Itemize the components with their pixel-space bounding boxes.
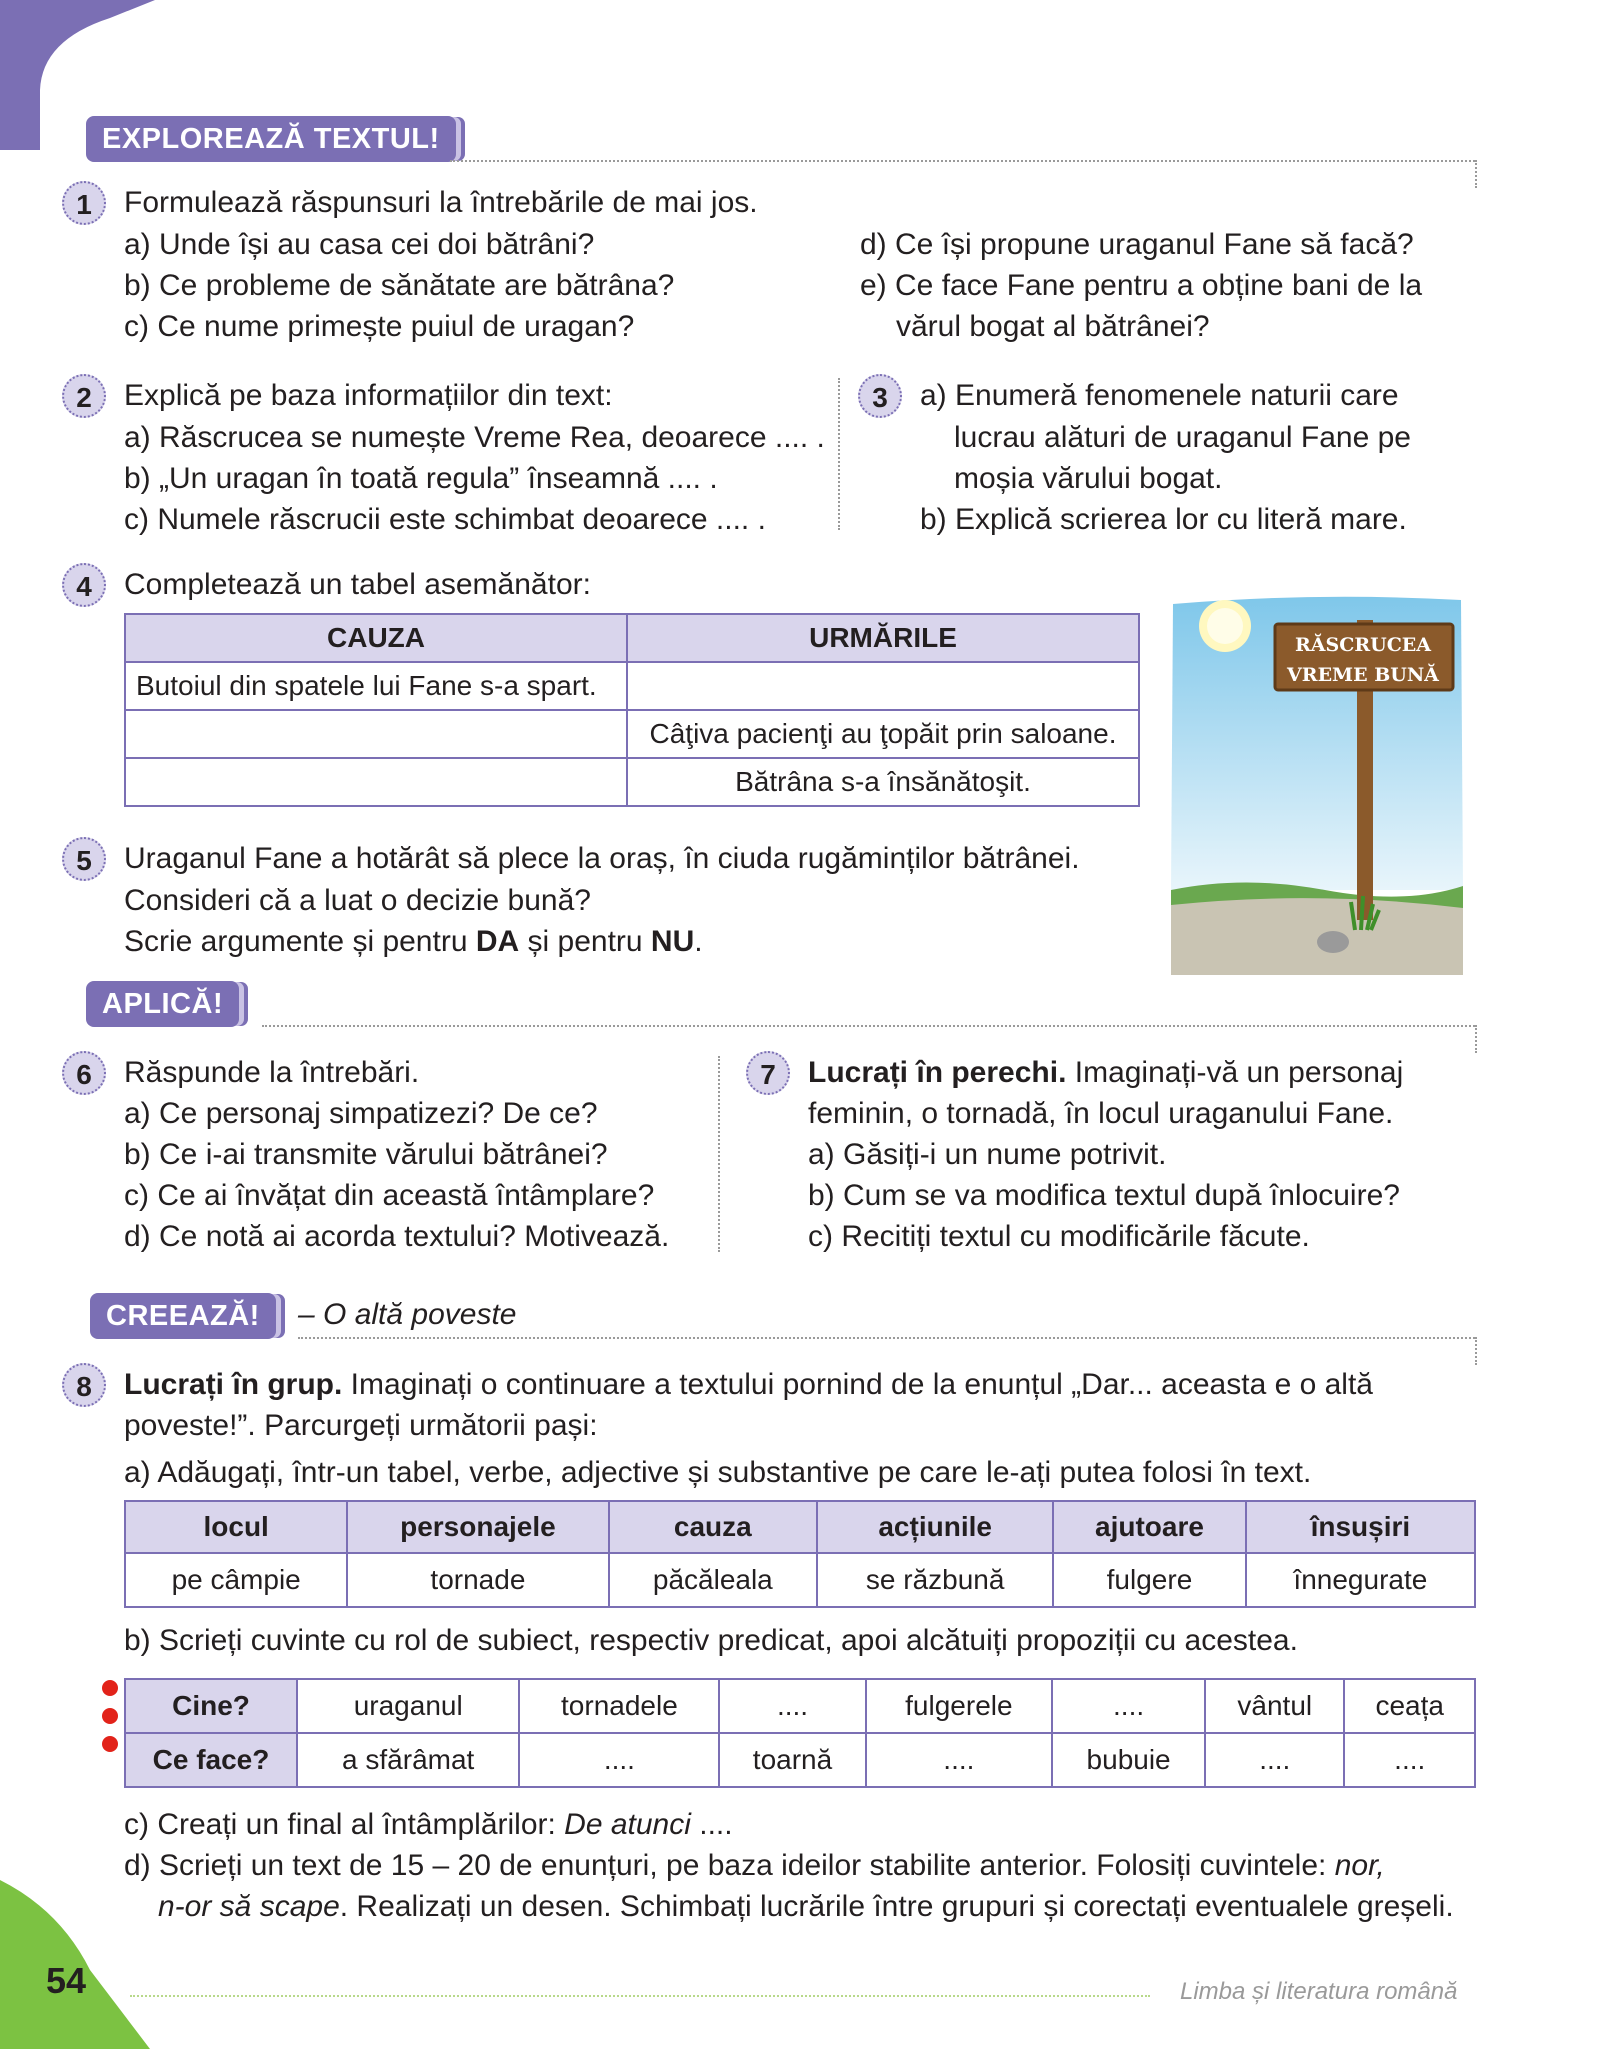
ex5-line1: Uraganul Fane a hotărât să plece la oraș, în ciuda rugăminților bătrânei. (124, 842, 1080, 875)
table-header: Ce face? (125, 1733, 297, 1787)
ex8-d-text2: . Realizați un desen. Schimbați lucrările între grupuri și corectați eventualele greșeli. (339, 1890, 1454, 1923)
ex1-a: a) Unde își au casa cei doi bătrâni? (124, 228, 595, 261)
table-cell: păcăleala (609, 1553, 818, 1607)
footer-divider (130, 1995, 1150, 1997)
section-divider (450, 160, 1475, 162)
ex3-a-line3: moșia vărului bogat. (954, 462, 1223, 495)
exercise-number-5: 5 (62, 837, 106, 881)
section-badge-explore: EXPLOREAZĂ TEXTUL! (86, 116, 456, 162)
table-cell: .... (866, 1733, 1053, 1787)
table-cell: .... (1344, 1733, 1475, 1787)
ex8-d-italic2: n-or să scape (158, 1890, 340, 1923)
table-header: însușiri (1246, 1501, 1475, 1553)
ex2-prompt: Explică pe baza informațiilor din text: (124, 379, 613, 412)
ex5-line3-mid: și pentru (519, 925, 651, 958)
section-divider (298, 1337, 1475, 1339)
table-header: ajutoare (1053, 1501, 1246, 1553)
ex8-line2: poveste!”. Parcurgeți următorii pași: (124, 1409, 598, 1442)
section-divider (262, 1025, 1475, 1027)
table-cell: fulgerele (866, 1679, 1053, 1733)
table-cell: bubuie (1052, 1733, 1205, 1787)
column-divider (718, 1056, 720, 1252)
column-divider (838, 378, 840, 530)
table-cell (125, 710, 627, 758)
ex8-c-end: .... (690, 1808, 733, 1841)
page-number: 54 (46, 1960, 87, 2001)
section-subtitle: – O altă poveste (298, 1298, 517, 1331)
ex8-a: a) Adăugați, într-un tabel, verbe, adjective și substantive pe care le-ați putea folosi în text. (124, 1456, 1312, 1489)
table-cell: se răzbună (817, 1553, 1053, 1607)
ex8-d-text: d) Scrieți un text de 15 – 20 de enunțuri, pe baza ideilor stabilite anterior. Folosiți cuvintele: (124, 1849, 1335, 1882)
table-cell: fulgere (1053, 1553, 1246, 1607)
ex7-b: b) Cum se va modifica textul după înlocuire? (808, 1179, 1400, 1212)
ex5-yes: DA (475, 925, 520, 958)
section-badge-apply: APLICĂ! (86, 981, 239, 1027)
ex1-b: b) Ce probleme de sănătate are bătrâna? (124, 269, 675, 302)
ex7-line1-text: Imaginați-vă un personaj (1066, 1056, 1404, 1089)
ex8-d-italic: nor, (1334, 1849, 1385, 1882)
table-header: acțiunile (817, 1501, 1053, 1553)
footer-subject: Limba și literatura română (1180, 1978, 1458, 2005)
ex6-prompt: Răspunde la întrebări. (124, 1056, 420, 1089)
table-header: cauza (609, 1501, 818, 1553)
table-cell: vântul (1205, 1679, 1344, 1733)
red-dots-marker (98, 1678, 122, 1754)
ex5-line2: Consideri că a luat o decizie bună? (124, 884, 591, 917)
ex6-d: d) Ce notă ai acorda textului? Motivează. (124, 1220, 670, 1253)
table-cell (125, 758, 627, 806)
table-cell: Câţiva pacienţi au ţopăit prin saloane. (627, 710, 1139, 758)
ex5-line3-end: . (694, 925, 703, 958)
ex3-a-line1: a) Enumeră fenomenele naturii care (920, 379, 1399, 412)
table-cell: toarnă (719, 1733, 865, 1787)
ex5-line3 (124, 921, 703, 963)
exercise-number-7: 7 (746, 1051, 790, 1095)
table-header: personajele (347, 1501, 608, 1553)
ex8-line1 (124, 1364, 1373, 1406)
exercise-number-2: 2 (62, 374, 106, 418)
table-cell: tornadele (519, 1679, 719, 1733)
table-header: CAUZA (125, 614, 627, 662)
section-divider-end (1475, 1337, 1477, 1365)
subject-predicate-table (124, 1678, 1476, 1788)
table-cell: uraganul (297, 1679, 519, 1733)
ex6-a: a) Ce personaj simpatizezi? De ce? (124, 1097, 598, 1130)
table-header: Cine? (125, 1679, 297, 1733)
ex7-line2: feminin, o tornadă, în locul uraganului Fane. (808, 1097, 1394, 1130)
ex8-b: b) Scrieți cuvinte cu rol de subiect, respectiv predicat, apoi alcătuiți propoziții cu acestea. (124, 1624, 1298, 1657)
signpost-label (1278, 630, 1448, 690)
ex8-bold: Lucrați în grup. (124, 1368, 343, 1401)
ex1-e-line2: vărul bogat al bătrânei? (896, 310, 1210, 343)
ex7-line1 (808, 1052, 1403, 1094)
table-cell: .... (519, 1733, 719, 1787)
section-badge-create: CREEAZĂ! (90, 1293, 276, 1339)
ex6-c: c) Ce ai învățat din această întâmplare? (124, 1179, 655, 1212)
exercise-number-4: 4 (62, 563, 106, 607)
ex4-prompt: Completează un tabel asemănător: (124, 568, 591, 601)
section-divider-end (1475, 1025, 1477, 1053)
ex8-d-line2 (158, 1886, 1454, 1928)
table-cell: Bătrâna s-a însănătoşit. (627, 758, 1139, 806)
ex2-a: a) Răscrucea se numește Vreme Rea, deoarece .... . (124, 421, 825, 454)
table-cell: .... (719, 1679, 865, 1733)
ex5-no: NU (650, 925, 695, 958)
ex7-a: a) Găsiți-i un nume potrivit. (808, 1138, 1167, 1171)
ex8-c (124, 1804, 733, 1846)
table-cell: .... (1052, 1679, 1205, 1733)
ex8-line1-text: Imaginați o continuare a textului pornind de la enunțul „Dar... aceasta e o altă (342, 1368, 1373, 1401)
cause-effect-table (124, 613, 1140, 807)
table-cell: pe câmpie (125, 1553, 347, 1607)
ex1-e-line1: e) Ce face Fane pentru a obține bani de la (860, 269, 1423, 302)
table-header: locul (125, 1501, 347, 1553)
table-cell: Butoiul din spatele lui Fane s-a spart. (125, 662, 627, 710)
ex8-c-text: c) Creați un final al întâmplărilor: (124, 1808, 565, 1841)
ex3-b: b) Explică scrierea lor cu literă mare. (920, 503, 1407, 536)
table-cell: tornade (347, 1553, 608, 1607)
table-cell: ceața (1344, 1679, 1475, 1733)
exercise-number-3: 3 (858, 374, 902, 418)
signpost-line2: VREME BUNĂ (1287, 664, 1439, 686)
word-table (124, 1500, 1476, 1608)
exercise-number-6: 6 (62, 1051, 106, 1095)
ex8-d-line1 (124, 1845, 1385, 1887)
exercise-number-8: 8 (62, 1363, 106, 1407)
exercise-number-1: 1 (62, 181, 106, 225)
ex3-a-line2: lucrau alături de uraganul Fane pe (954, 421, 1411, 454)
ex5-line3-text: Scrie argumente și pentru (124, 925, 476, 958)
ex1-prompt: Formulează răspunsuri la întrebările de mai jos. (124, 186, 758, 219)
ex1-c: c) Ce nume primește puiul de uragan? (124, 310, 635, 343)
table-cell: înnegurate (1246, 1553, 1475, 1607)
table-cell (627, 662, 1139, 710)
signpost-line1: RĂSCRUCEA (1294, 634, 1432, 656)
ex1-d: d) Ce își propune uraganul Fane să facă? (860, 228, 1414, 261)
ex2-c: c) Numele răscrucii este schimbat deoarece .... . (124, 503, 766, 536)
ex2-b: b) „Un uragan în toată regula” înseamnă .... . (124, 462, 718, 495)
ex8-c-italic: De atunci (564, 1808, 691, 1841)
ex6-b: b) Ce i-ai transmite vărului bătrânei? (124, 1138, 608, 1171)
table-header: URMĂRILE (627, 614, 1139, 662)
ex7-c: c) Recitiți textul cu modificările făcute. (808, 1220, 1310, 1253)
table-cell: .... (1205, 1733, 1344, 1787)
ex7-bold: Lucrați în perechi. (808, 1056, 1067, 1089)
table-cell: a sfărâmat (297, 1733, 519, 1787)
section-divider-end (1475, 160, 1477, 188)
